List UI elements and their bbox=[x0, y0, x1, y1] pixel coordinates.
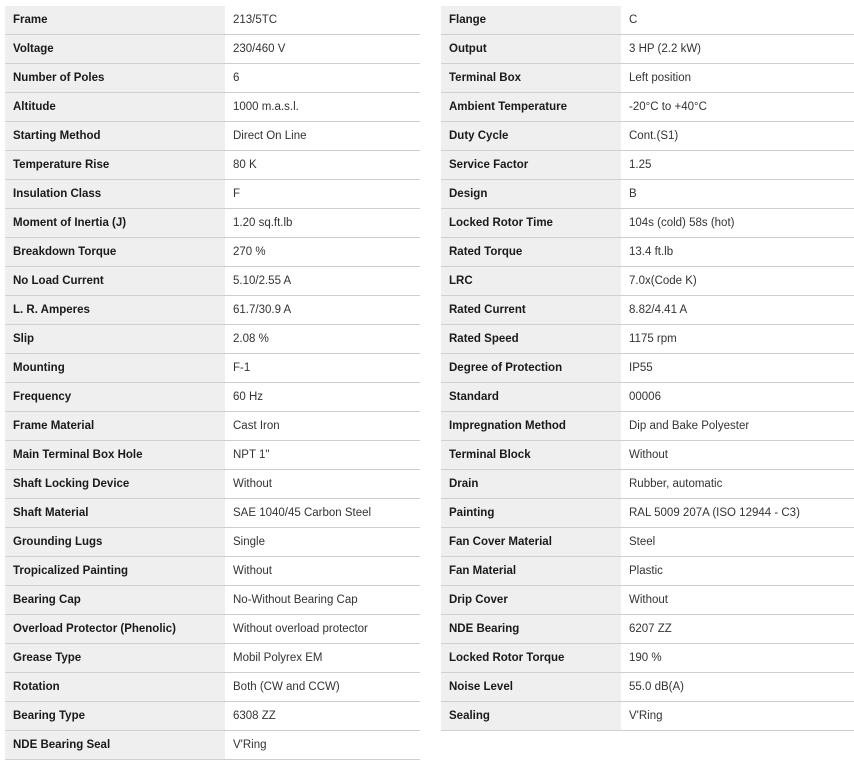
spec-value: 60 Hz bbox=[225, 383, 420, 412]
spec-value: V'Ring bbox=[225, 731, 420, 760]
spec-row bbox=[441, 412, 854, 441]
spec-label: NDE Bearing bbox=[441, 615, 621, 644]
spec-label: Rated Speed bbox=[441, 325, 621, 354]
spec-label: Fan Cover Material bbox=[441, 528, 621, 557]
spec-row bbox=[5, 586, 420, 615]
spec-label: Altitude bbox=[5, 93, 225, 122]
spec-label: Breakdown Torque bbox=[5, 238, 225, 267]
spec-label: Shaft Material bbox=[5, 499, 225, 528]
spec-label: LRC bbox=[441, 267, 621, 296]
spec-value: Steel bbox=[621, 528, 854, 557]
spec-value: Cast Iron bbox=[225, 412, 420, 441]
spec-row bbox=[5, 151, 420, 180]
spec-label: Main Terminal Box Hole bbox=[5, 441, 225, 470]
spec-value: V'Ring bbox=[621, 702, 854, 731]
spec-table-left bbox=[5, 6, 420, 760]
spec-row bbox=[5, 383, 420, 412]
spec-label: Service Factor bbox=[441, 151, 621, 180]
spec-row bbox=[5, 180, 420, 209]
spec-label: Fan Material bbox=[441, 557, 621, 586]
spec-label: Frame bbox=[5, 6, 225, 35]
spec-value: -20°C to +40°C bbox=[621, 93, 854, 122]
spec-label: Terminal Box bbox=[441, 64, 621, 93]
spec-value: 104s (cold) 58s (hot) bbox=[621, 209, 854, 238]
spec-value: 1.20 sq.ft.lb bbox=[225, 209, 420, 238]
spec-row bbox=[441, 557, 854, 586]
spec-row bbox=[5, 615, 420, 644]
spec-value: 1.25 bbox=[621, 151, 854, 180]
spec-label: Terminal Block bbox=[441, 441, 621, 470]
spec-row bbox=[5, 122, 420, 151]
spec-row bbox=[5, 6, 420, 35]
spec-label: Rotation bbox=[5, 673, 225, 702]
spec-value: Dip and Bake Polyester bbox=[621, 412, 854, 441]
spec-label: Frequency bbox=[5, 383, 225, 412]
spec-label: NDE Bearing Seal bbox=[5, 731, 225, 760]
spec-label: Locked Rotor Time bbox=[441, 209, 621, 238]
spec-label: Overload Protector (Phenolic) bbox=[5, 615, 225, 644]
spec-value: RAL 5009 207A (ISO 12944 - C3) bbox=[621, 499, 854, 528]
spec-label: Grounding Lugs bbox=[5, 528, 225, 557]
spec-row bbox=[5, 412, 420, 441]
spec-label: Ambient Temperature bbox=[441, 93, 621, 122]
spec-row bbox=[441, 180, 854, 209]
spec-label: Duty Cycle bbox=[441, 122, 621, 151]
spec-row bbox=[5, 673, 420, 702]
spec-value: 13.4 ft.lb bbox=[621, 238, 854, 267]
spec-value: 213/5TC bbox=[225, 6, 420, 35]
spec-label: Insulation Class bbox=[5, 180, 225, 209]
spec-row bbox=[441, 673, 854, 702]
spec-label: Sealing bbox=[441, 702, 621, 731]
spec-label: Number of Poles bbox=[5, 64, 225, 93]
spec-label: Degree of Protection bbox=[441, 354, 621, 383]
spec-label: Bearing Type bbox=[5, 702, 225, 731]
spec-row bbox=[441, 35, 854, 64]
spec-label: Design bbox=[441, 180, 621, 209]
spec-label: Drain bbox=[441, 470, 621, 499]
spec-value: SAE 1040/45 Carbon Steel bbox=[225, 499, 420, 528]
spec-row bbox=[5, 470, 420, 499]
spec-value: 6308 ZZ bbox=[225, 702, 420, 731]
spec-value: F-1 bbox=[225, 354, 420, 383]
spec-label: Rated Torque bbox=[441, 238, 621, 267]
spec-row bbox=[441, 209, 854, 238]
spec-value: Without bbox=[225, 470, 420, 499]
spec-label: Output bbox=[441, 35, 621, 64]
spec-row bbox=[5, 528, 420, 557]
spec-value: 230/460 V bbox=[225, 35, 420, 64]
spec-value: 55.0 dB(A) bbox=[621, 673, 854, 702]
spec-row bbox=[5, 702, 420, 731]
spec-row bbox=[5, 209, 420, 238]
spec-value: 2.08 % bbox=[225, 325, 420, 354]
spec-row bbox=[441, 470, 854, 499]
spec-row bbox=[5, 441, 420, 470]
spec-row bbox=[441, 325, 854, 354]
spec-value: 00006 bbox=[621, 383, 854, 412]
spec-value: Rubber, automatic bbox=[621, 470, 854, 499]
spec-value: 6207 ZZ bbox=[621, 615, 854, 644]
spec-label: Flange bbox=[441, 6, 621, 35]
spec-row bbox=[5, 238, 420, 267]
spec-row bbox=[441, 644, 854, 673]
spec-label: Voltage bbox=[5, 35, 225, 64]
spec-row bbox=[441, 441, 854, 470]
spec-value: Without bbox=[621, 441, 854, 470]
spec-row bbox=[5, 325, 420, 354]
spec-label: No Load Current bbox=[5, 267, 225, 296]
spec-value: 5.10/2.55 A bbox=[225, 267, 420, 296]
spec-value: Both (CW and CCW) bbox=[225, 673, 420, 702]
spec-value: C bbox=[621, 6, 854, 35]
spec-row bbox=[441, 64, 854, 93]
spec-label: Starting Method bbox=[5, 122, 225, 151]
spec-row bbox=[441, 267, 854, 296]
spec-row bbox=[441, 383, 854, 412]
spec-value: 7.0x(Code K) bbox=[621, 267, 854, 296]
spec-row bbox=[5, 644, 420, 673]
spec-label: Drip Cover bbox=[441, 586, 621, 615]
spec-value: 6 bbox=[225, 64, 420, 93]
spec-value: Without bbox=[621, 586, 854, 615]
spec-table-left-body bbox=[5, 6, 420, 760]
spec-row bbox=[441, 702, 854, 731]
spec-table-right-body bbox=[441, 6, 854, 731]
spec-row bbox=[5, 267, 420, 296]
spec-label: Rated Current bbox=[441, 296, 621, 325]
spec-value: Without bbox=[225, 557, 420, 586]
spec-value: 1175 rpm bbox=[621, 325, 854, 354]
spec-label: Locked Rotor Torque bbox=[441, 644, 621, 673]
spec-value: Without overload protector bbox=[225, 615, 420, 644]
spec-row bbox=[5, 93, 420, 122]
spec-label: Slip bbox=[5, 325, 225, 354]
spec-value: Single bbox=[225, 528, 420, 557]
spec-row bbox=[441, 122, 854, 151]
spec-row bbox=[441, 6, 854, 35]
spec-row bbox=[441, 528, 854, 557]
spec-row bbox=[5, 354, 420, 383]
spec-table-right bbox=[441, 6, 854, 731]
spec-row bbox=[441, 296, 854, 325]
spec-row bbox=[441, 586, 854, 615]
spec-value: 190 % bbox=[621, 644, 854, 673]
spec-value: B bbox=[621, 180, 854, 209]
spec-label: L. R. Amperes bbox=[5, 296, 225, 325]
spec-value: F bbox=[225, 180, 420, 209]
spec-value: Cont.(S1) bbox=[621, 122, 854, 151]
spec-row bbox=[441, 93, 854, 122]
spec-row bbox=[441, 238, 854, 267]
spec-label: Mounting bbox=[5, 354, 225, 383]
spec-value: 61.7/30.9 A bbox=[225, 296, 420, 325]
spec-label: Standard bbox=[441, 383, 621, 412]
spec-value: 3 HP (2.2 kW) bbox=[621, 35, 854, 64]
spec-row bbox=[5, 64, 420, 93]
spec-label: Noise Level bbox=[441, 673, 621, 702]
spec-row bbox=[5, 557, 420, 586]
spec-row bbox=[441, 151, 854, 180]
spec-value: NPT 1" bbox=[225, 441, 420, 470]
spec-row bbox=[5, 499, 420, 528]
spec-row bbox=[5, 296, 420, 325]
spec-row bbox=[5, 35, 420, 64]
spec-label: Moment of Inertia (J) bbox=[5, 209, 225, 238]
spec-value: IP55 bbox=[621, 354, 854, 383]
spec-label: Tropicalized Painting bbox=[5, 557, 225, 586]
spec-row bbox=[5, 731, 420, 760]
spec-value: 270 % bbox=[225, 238, 420, 267]
spec-row bbox=[441, 615, 854, 644]
spec-label: Impregnation Method bbox=[441, 412, 621, 441]
spec-value: Left position bbox=[621, 64, 854, 93]
spec-label: Painting bbox=[441, 499, 621, 528]
spec-label: Frame Material bbox=[5, 412, 225, 441]
spec-row bbox=[441, 354, 854, 383]
spec-value: 1000 m.a.s.l. bbox=[225, 93, 420, 122]
spec-value: 8.82/4.41 A bbox=[621, 296, 854, 325]
spec-value: 80 K bbox=[225, 151, 420, 180]
spec-value: Direct On Line bbox=[225, 122, 420, 151]
spec-label: Shaft Locking Device bbox=[5, 470, 225, 499]
spec-label: Bearing Cap bbox=[5, 586, 225, 615]
spec-value: Mobil Polyrex EM bbox=[225, 644, 420, 673]
spec-label: Grease Type bbox=[5, 644, 225, 673]
spec-value: No-Without Bearing Cap bbox=[225, 586, 420, 615]
spec-row bbox=[441, 499, 854, 528]
spec-label: Temperature Rise bbox=[5, 151, 225, 180]
spec-value: Plastic bbox=[621, 557, 854, 586]
